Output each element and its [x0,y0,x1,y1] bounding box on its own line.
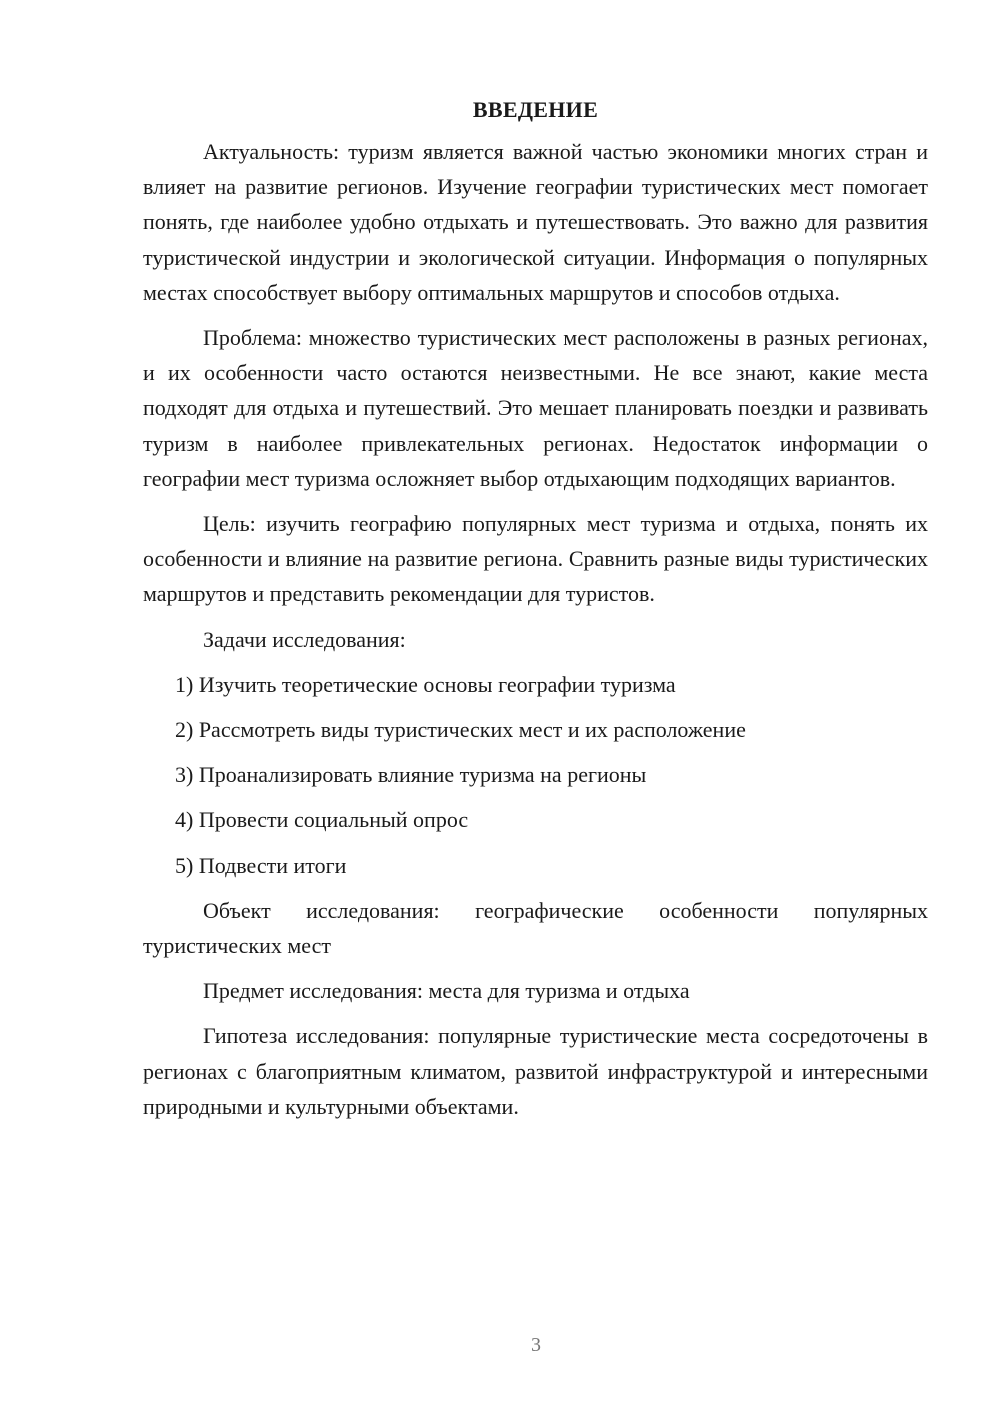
paragraph-relevance: Актуальность: туризм является важной частью экономики многих стран и влияет на развитие регионов. Изучение географии туристических мест помогает понять, где наиболее удобно отдыхать и путешествовать. Это важно для развития туристической индустрии и экологической ситуации. Информация о популярных местах способствует выбору оптимальных маршрутов и способов отдыха. [143,139,928,305]
paragraph-problem: Проблема: множество туристических мест расположены в разных регионах, и их особенности часто остаются неизвестными. Не все знают, какие места подходят для отдыха и путешествий. Это мешает планировать поездки и развивать туризм в наиболее привлекательных регионах. Недостаток информации о географии мест туризма осложняет выбор отдыхающим подходящих вариантов. [143,325,928,491]
paragraph-hypothesis: Гипотеза исследования: популярные туристические места сосредоточены в регионах с благоприятным климатом, развитой инфраструктурой и интересными природными и культурными объектами. [143,1023,928,1119]
list-item: 2) Рассмотреть виды туристических мест и их расположение [175,717,746,743]
page-content [143,92,928,1134]
paragraph-subject: Предмет исследования: места для туризма и отдыха [203,978,690,1004]
paragraph-goal: Цель: изучить географию популярных мест туризма и отдыха, понять их особенности и влияние на развитие региона. Сравнить разные виды туристических маршрутов и представить рекомендации для туристов. [143,511,928,607]
tasks-title: Задачи исследования: [203,626,406,652]
list-item: 3) Проанализировать влияние туризма на регионы [175,762,647,788]
paragraph-object: Объект исследования: географические особенности популярных туристических мест [143,897,928,959]
page-heading: ВВЕДЕНИЕ [472,97,599,122]
list-item: 5) Подвести итоги [175,852,347,878]
list-item: 1) Изучить теоретические основы географии туризма [175,671,676,697]
list-item: 4) Провести социальный опрос [175,807,469,833]
tasks-list [143,667,928,883]
page-number: 3 [531,1334,541,1356]
